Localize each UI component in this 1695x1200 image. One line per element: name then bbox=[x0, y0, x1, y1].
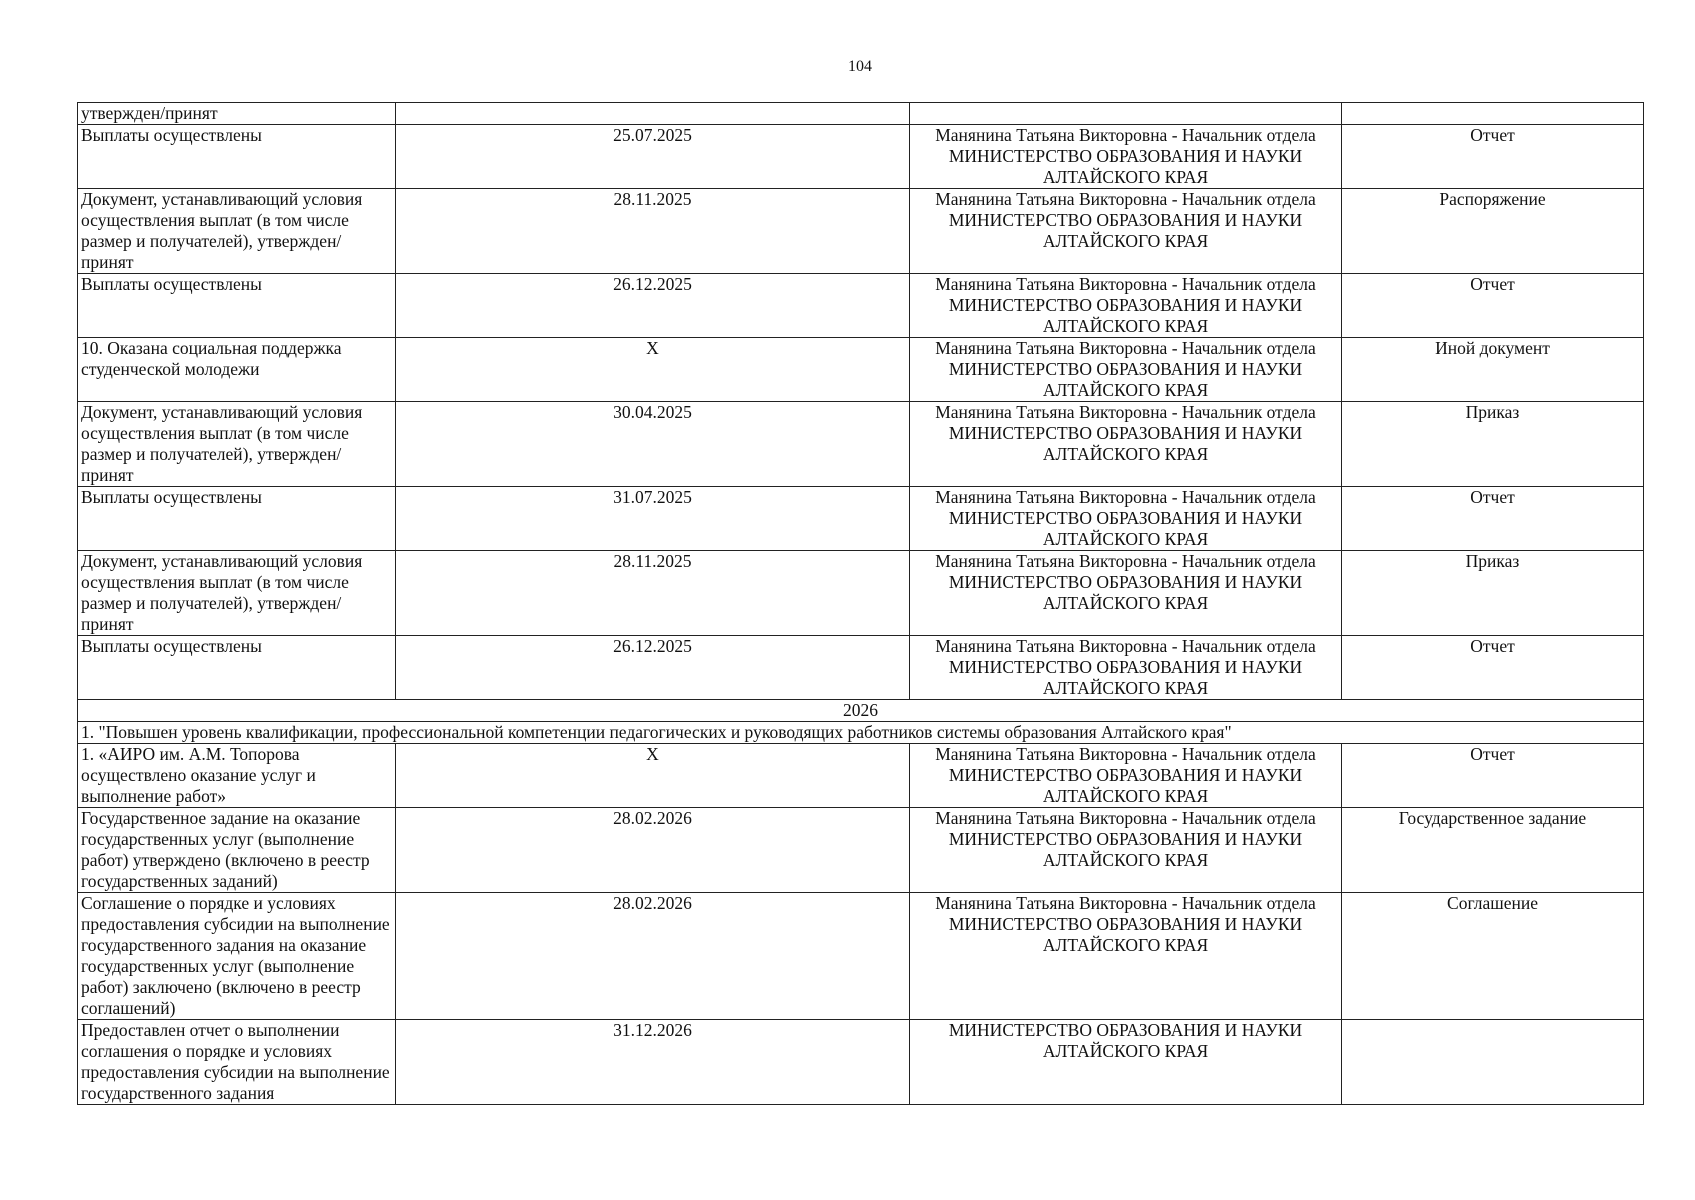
date-cell: 28.11.2025 bbox=[396, 189, 910, 274]
date-cell: 25.07.2025 bbox=[396, 125, 910, 189]
implementation-plan-table bbox=[77, 102, 1644, 1105]
responsible-cell: Манянина Татьяна Викторовна - Начальник отдела МИНИСТЕРСТВО ОБРАЗОВАНИЯ И НАУКИ АЛТАЙСКОГО КРАЯ bbox=[910, 744, 1342, 808]
event-cell: Предоставлен отчет о выполнении соглашения о порядке и условиях предоставления субсидии на выполнение государственного задания bbox=[78, 1020, 396, 1105]
page-number: 104 bbox=[848, 58, 872, 75]
date-cell bbox=[396, 103, 910, 125]
table-row bbox=[78, 189, 1644, 274]
event-cell: Выплаты осуществлены bbox=[78, 274, 396, 338]
table-row bbox=[78, 402, 1644, 487]
responsible-cell: Манянина Татьяна Викторовна - Начальник отдела МИНИСТЕРСТВО ОБРАЗОВАНИЯ И НАУКИ АЛТАЙСКОГО КРАЯ bbox=[910, 189, 1342, 274]
table-row bbox=[78, 103, 1644, 125]
responsible-cell: МИНИСТЕРСТВО ОБРАЗОВАНИЯ И НАУКИ АЛТАЙСКОГО КРАЯ bbox=[910, 1020, 1342, 1105]
document-type-cell: Иной документ bbox=[1342, 338, 1644, 402]
goal-row bbox=[78, 722, 1644, 744]
date-cell: X bbox=[396, 744, 910, 808]
document-type-cell: Распоряжение bbox=[1342, 189, 1644, 274]
document-type-cell: Приказ bbox=[1342, 551, 1644, 636]
event-cell: 10. Оказана социальная поддержка студенческой молодежи bbox=[78, 338, 396, 402]
table-row bbox=[78, 1020, 1644, 1105]
responsible-cell: Манянина Татьяна Викторовна - Начальник отдела МИНИСТЕРСТВО ОБРАЗОВАНИЯ И НАУКИ АЛТАЙСКОГО КРАЯ bbox=[910, 487, 1342, 551]
responsible-cell bbox=[910, 103, 1342, 125]
responsible-cell: Манянина Татьяна Викторовна - Начальник отдела МИНИСТЕРСТВО ОБРАЗОВАНИЯ И НАУКИ АЛТАЙСКОГО КРАЯ bbox=[910, 893, 1342, 1020]
document-type-cell: Отчет bbox=[1342, 744, 1644, 808]
responsible-cell: Манянина Татьяна Викторовна - Начальник отдела МИНИСТЕРСТВО ОБРАЗОВАНИЯ И НАУКИ АЛТАЙСКОГО КРАЯ bbox=[910, 402, 1342, 487]
event-cell: Выплаты осуществлены bbox=[78, 125, 396, 189]
responsible-cell: Манянина Татьяна Викторовна - Начальник отдела МИНИСТЕРСТВО ОБРАЗОВАНИЯ И НАУКИ АЛТАЙСКОГО КРАЯ bbox=[910, 125, 1342, 189]
document-type-cell: Государственное задание bbox=[1342, 808, 1644, 893]
responsible-cell: Манянина Татьяна Викторовна - Начальник отдела МИНИСТЕРСТВО ОБРАЗОВАНИЯ И НАУКИ АЛТАЙСКОГО КРАЯ bbox=[910, 551, 1342, 636]
date-cell: 28.02.2026 bbox=[396, 893, 910, 1020]
event-cell: Выплаты осуществлены bbox=[78, 487, 396, 551]
responsible-cell: Манянина Татьяна Викторовна - Начальник отдела МИНИСТЕРСТВО ОБРАЗОВАНИЯ И НАУКИ АЛТАЙСКОГО КРАЯ bbox=[910, 274, 1342, 338]
responsible-cell: Манянина Татьяна Викторовна - Начальник отдела МИНИСТЕРСТВО ОБРАЗОВАНИЯ И НАУКИ АЛТАЙСКОГО КРАЯ bbox=[910, 808, 1342, 893]
event-cell: 1. «АИРО им. А.М. Топорова осуществлено оказание услуг и выполнение работ» bbox=[78, 744, 396, 808]
table-row bbox=[78, 893, 1644, 1020]
table-row bbox=[78, 338, 1644, 402]
document-type-cell: Отчет bbox=[1342, 274, 1644, 338]
date-cell: 28.02.2026 bbox=[396, 808, 910, 893]
document-type-cell: Соглашение bbox=[1342, 893, 1644, 1020]
document-type-cell bbox=[1342, 103, 1644, 125]
date-cell: 31.12.2026 bbox=[396, 1020, 910, 1105]
event-cell: Документ, устанавливающий условия осуществления выплат (в том числе размер и получателей), утвержден/принят bbox=[78, 189, 396, 274]
responsible-cell: Манянина Татьяна Викторовна - Начальник отдела МИНИСТЕРСТВО ОБРАЗОВАНИЯ И НАУКИ АЛТАЙСКОГО КРАЯ bbox=[910, 636, 1342, 700]
document-type-cell: Отчет bbox=[1342, 636, 1644, 700]
table-row bbox=[78, 487, 1644, 551]
document-type-cell bbox=[1342, 1020, 1644, 1105]
table-row bbox=[78, 551, 1644, 636]
date-cell: 31.07.2025 bbox=[396, 487, 910, 551]
date-cell: 28.11.2025 bbox=[396, 551, 910, 636]
goal-heading: 1. "Повышен уровень квалификации, профессиональной компетенции педагогических и руководящих работников системы образования Алтайского края" bbox=[78, 722, 1644, 744]
document-type-cell: Приказ bbox=[1342, 402, 1644, 487]
table-row bbox=[78, 636, 1644, 700]
table-row bbox=[78, 274, 1644, 338]
table-row bbox=[78, 125, 1644, 189]
date-cell: 26.12.2025 bbox=[396, 636, 910, 700]
event-cell: утвержден/принят bbox=[78, 103, 396, 125]
year-heading: 2026 bbox=[78, 700, 1644, 722]
event-cell: Соглашение о порядке и условиях предоставления субсидии на выполнение государственного задания на оказание государственных услуг (выполнение работ) заключено (включено в реестр соглашений) bbox=[78, 893, 396, 1020]
date-cell: 30.04.2025 bbox=[396, 402, 910, 487]
table-row bbox=[78, 744, 1644, 808]
document-type-cell: Отчет bbox=[1342, 487, 1644, 551]
event-cell: Государственное задание на оказание государственных услуг (выполнение работ) утверждено (включено в реестр государственных заданий) bbox=[78, 808, 396, 893]
responsible-cell: Манянина Татьяна Викторовна - Начальник отдела МИНИСТЕРСТВО ОБРАЗОВАНИЯ И НАУКИ АЛТАЙСКОГО КРАЯ bbox=[910, 338, 1342, 402]
event-cell: Документ, устанавливающий условия осуществления выплат (в том числе размер и получателей), утвержден/принят bbox=[78, 551, 396, 636]
document-type-cell: Отчет bbox=[1342, 125, 1644, 189]
date-cell: X bbox=[396, 338, 910, 402]
table-row bbox=[78, 808, 1644, 893]
date-cell: 26.12.2025 bbox=[396, 274, 910, 338]
year-row bbox=[78, 700, 1644, 722]
event-cell: Выплаты осуществлены bbox=[78, 636, 396, 700]
event-cell: Документ, устанавливающий условия осуществления выплат (в том числе размер и получателей), утвержден/принят bbox=[78, 402, 396, 487]
